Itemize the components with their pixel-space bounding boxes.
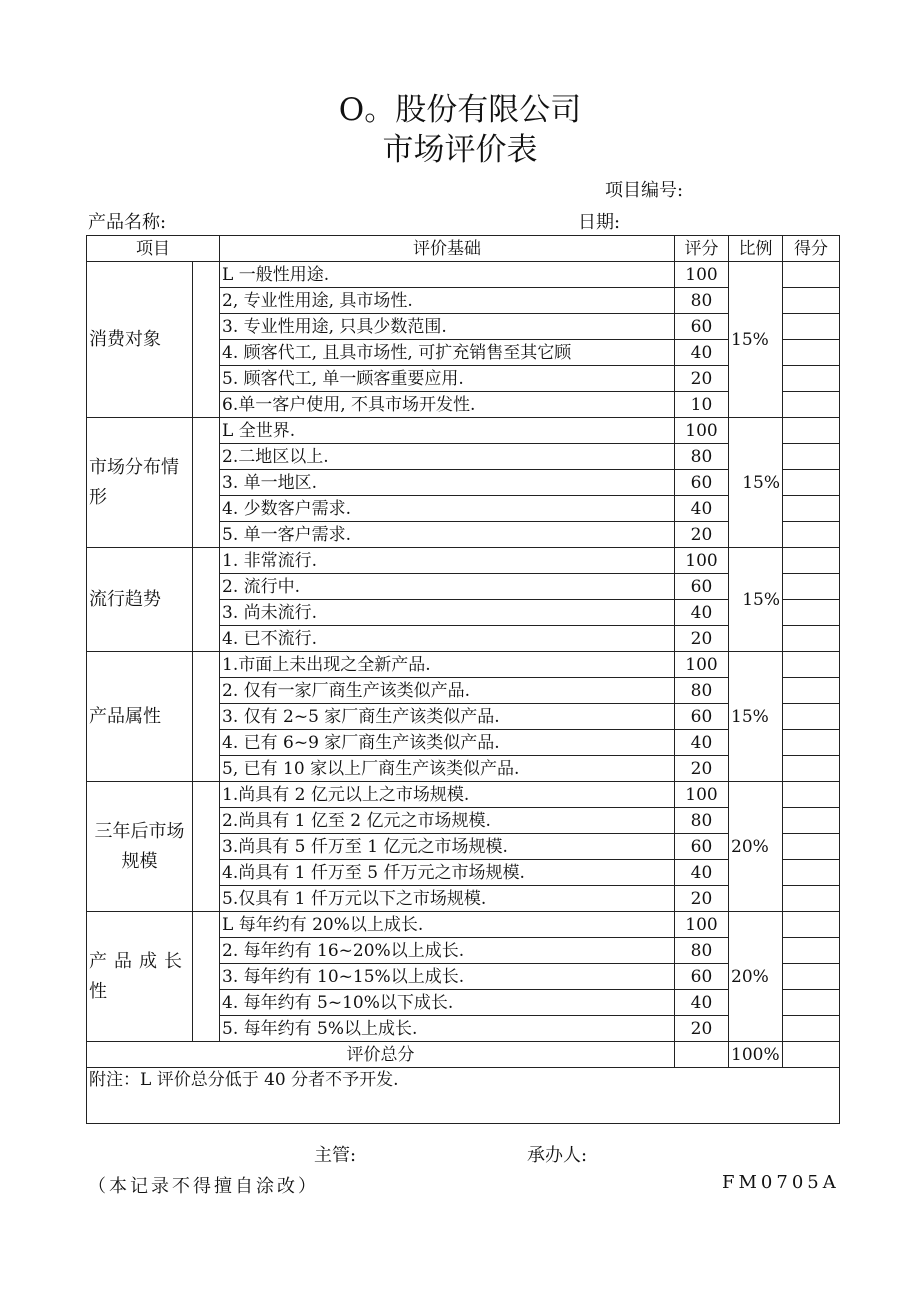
criteria-score: 40 [675, 496, 729, 522]
criteria-score: 100 [675, 418, 729, 444]
header-basis: 评价基础 [220, 236, 675, 262]
criteria-text: 3. 尚未流行. [220, 600, 675, 626]
form-title: 市场评价表 [382, 132, 538, 168]
category-name: 三年后市场规模 [87, 782, 193, 912]
criteria-score: 80 [675, 808, 729, 834]
criteria-text: 1.尚具有 2 亿元以上之市场规模. [220, 782, 675, 808]
category-name: 消费对象 [87, 262, 193, 418]
product-name-label: 产品名称: [88, 212, 167, 233]
criteria-text: L 每年约有 20%以上成长. [220, 912, 675, 938]
category-spacer-cell [193, 652, 220, 782]
result-cell[interactable] [783, 522, 840, 548]
criteria-text: 4. 少数客户需求. [220, 496, 675, 522]
result-cell[interactable] [783, 756, 840, 782]
criteria-text: 2.尚具有 1 亿至 2 亿元之市场规模. [220, 808, 675, 834]
category-name: 产品属性 [87, 652, 193, 782]
criteria-score: 60 [675, 704, 729, 730]
total-row [87, 1042, 840, 1068]
note-text: 附注：L 评价总分低于 40 分者不予开发. [87, 1068, 840, 1124]
result-cell[interactable] [783, 600, 840, 626]
result-cell[interactable] [783, 288, 840, 314]
criteria-score: 20 [675, 886, 729, 912]
result-cell[interactable] [783, 392, 840, 418]
criteria-score: 100 [675, 912, 729, 938]
handler-label: 承办人: [527, 1145, 588, 1166]
criteria-text: 2.二地区以上. [220, 444, 675, 470]
header-result: 得分 [783, 236, 840, 262]
criteria-score: 40 [675, 860, 729, 886]
result-cell[interactable] [783, 574, 840, 600]
criteria-text: 5. 每年约有 5%以上成长. [220, 1016, 675, 1042]
criteria-score: 80 [675, 288, 729, 314]
criteria-score: 20 [675, 626, 729, 652]
criteria-score: 100 [675, 782, 729, 808]
result-cell[interactable] [783, 782, 840, 808]
result-cell[interactable] [783, 964, 840, 990]
criteria-text: 4. 已有 6~9 家厂商生产该类似产品. [220, 730, 675, 756]
result-cell[interactable] [783, 626, 840, 652]
result-cell[interactable] [783, 652, 840, 678]
criteria-score: 80 [675, 938, 729, 964]
date-label: 日期: [578, 212, 621, 233]
criteria-score: 100 [675, 652, 729, 678]
criteria-score: 80 [675, 678, 729, 704]
category-spacer-cell [193, 912, 220, 1042]
criteria-score: 20 [675, 366, 729, 392]
criteria-score: 40 [675, 730, 729, 756]
result-cell[interactable] [783, 548, 840, 574]
criteria-text: 2, 专业性用途, 具市场性. [220, 288, 675, 314]
criteria-score: 20 [675, 1016, 729, 1042]
table-row [87, 262, 840, 288]
category-spacer-cell [193, 262, 220, 418]
total-label: 评价总分 [87, 1042, 675, 1068]
result-cell[interactable] [783, 418, 840, 444]
category-name: 市场分布情形 [87, 418, 193, 548]
criteria-text: 6.单一客户使用, 不具市场开发性. [220, 392, 675, 418]
result-cell[interactable] [783, 444, 840, 470]
category-spacer-cell [193, 782, 220, 912]
category-ratio: 20% [729, 912, 783, 1042]
criteria-text: 5. 顾客代工, 单一顾客重要应用. [220, 366, 675, 392]
category-ratio: 20% [729, 782, 783, 912]
criteria-score: 10 [675, 392, 729, 418]
record-note: （本记录不得擅自涂改） [88, 1176, 319, 1197]
result-cell[interactable] [783, 886, 840, 912]
total-score-cell[interactable] [675, 1042, 729, 1068]
category-ratio: 15% [729, 548, 783, 652]
header-item: 项目 [87, 236, 220, 262]
table-row [87, 652, 840, 678]
criteria-text: 5.仅具有 1 仟万元以下之市场规模. [220, 886, 675, 912]
result-cell[interactable] [783, 990, 840, 1016]
criteria-text: 1. 非常流行. [220, 548, 675, 574]
table-row [87, 912, 840, 938]
category-spacer-cell [193, 548, 220, 652]
result-cell[interactable] [783, 470, 840, 496]
category-name: 流行趋势 [87, 548, 193, 652]
criteria-text: 3. 仅有 2~5 家厂商生产该类似产品. [220, 704, 675, 730]
criteria-score: 60 [675, 470, 729, 496]
category-spacer-cell [193, 418, 220, 548]
criteria-score: 100 [675, 262, 729, 288]
header-score: 评分 [675, 236, 729, 262]
result-cell[interactable] [783, 262, 840, 288]
result-cell[interactable] [783, 834, 840, 860]
criteria-text: 3.尚具有 5 仟万至 1 亿元之市场规模. [220, 834, 675, 860]
result-cell[interactable] [783, 496, 840, 522]
result-cell[interactable] [783, 1016, 840, 1042]
criteria-text: 1.市面上未出现之全新产品. [220, 652, 675, 678]
criteria-score: 60 [675, 834, 729, 860]
table-row [87, 782, 840, 808]
criteria-score: 40 [675, 990, 729, 1016]
criteria-score: 20 [675, 756, 729, 782]
project-number-label: 项目编号: [605, 180, 684, 201]
criteria-score: 60 [675, 964, 729, 990]
company-name: O。股份有限公司 [338, 92, 582, 128]
form-number: FM0705A [722, 1172, 840, 1193]
total-result-cell[interactable] [783, 1042, 840, 1068]
result-cell[interactable] [783, 678, 840, 704]
evaluation-table [86, 235, 840, 1124]
criteria-text: 4.尚具有 1 仟万至 5 仟万元之市场规模. [220, 860, 675, 886]
criteria-text: 4. 顾客代工, 且具市场性, 可扩充销售至其它顾 [220, 340, 675, 366]
criteria-score: 100 [675, 548, 729, 574]
result-cell[interactable] [783, 912, 840, 938]
criteria-text: 5. 单一客户需求. [220, 522, 675, 548]
result-cell[interactable] [783, 808, 840, 834]
table-row [87, 418, 840, 444]
criteria-text: 2. 仅有一家厂商生产该类似产品. [220, 678, 675, 704]
result-cell[interactable] [783, 704, 840, 730]
category-ratio: 15% [729, 418, 783, 548]
category-ratio: 15% [729, 262, 783, 418]
criteria-score: 20 [675, 522, 729, 548]
table-header-row [87, 236, 840, 262]
table-row [87, 548, 840, 574]
criteria-text: 3. 每年约有 10~15%以上成长. [220, 964, 675, 990]
criteria-text: L 全世界. [220, 418, 675, 444]
criteria-text: L 一般性用途. [220, 262, 675, 288]
criteria-text: 3. 单一地区. [220, 470, 675, 496]
category-name: 产品成长性 [87, 912, 193, 1042]
result-cell[interactable] [783, 938, 840, 964]
result-cell[interactable] [783, 340, 840, 366]
criteria-text: 2. 流行中. [220, 574, 675, 600]
result-cell[interactable] [783, 366, 840, 392]
criteria-text: 2. 每年约有 16~20%以上成长. [220, 938, 675, 964]
criteria-score: 40 [675, 600, 729, 626]
category-ratio: 15% [729, 652, 783, 782]
criteria-text: 3. 专业性用途, 只具少数范围. [220, 314, 675, 340]
criteria-text: 4. 已不流行. [220, 626, 675, 652]
note-row [87, 1068, 840, 1124]
criteria-text: 4. 每年约有 5~10%以下成长. [220, 990, 675, 1016]
result-cell[interactable] [783, 860, 840, 886]
header-ratio: 比例 [729, 236, 783, 262]
supervisor-label: 主管: [314, 1145, 357, 1166]
criteria-text: 5, 已有 10 家以上厂商生产该类似产品. [220, 756, 675, 782]
criteria-score: 40 [675, 340, 729, 366]
criteria-score: 60 [675, 574, 729, 600]
criteria-score: 80 [675, 444, 729, 470]
criteria-score: 60 [675, 314, 729, 340]
total-ratio: 100% [729, 1042, 783, 1068]
result-cell[interactable] [783, 730, 840, 756]
result-cell[interactable] [783, 314, 840, 340]
